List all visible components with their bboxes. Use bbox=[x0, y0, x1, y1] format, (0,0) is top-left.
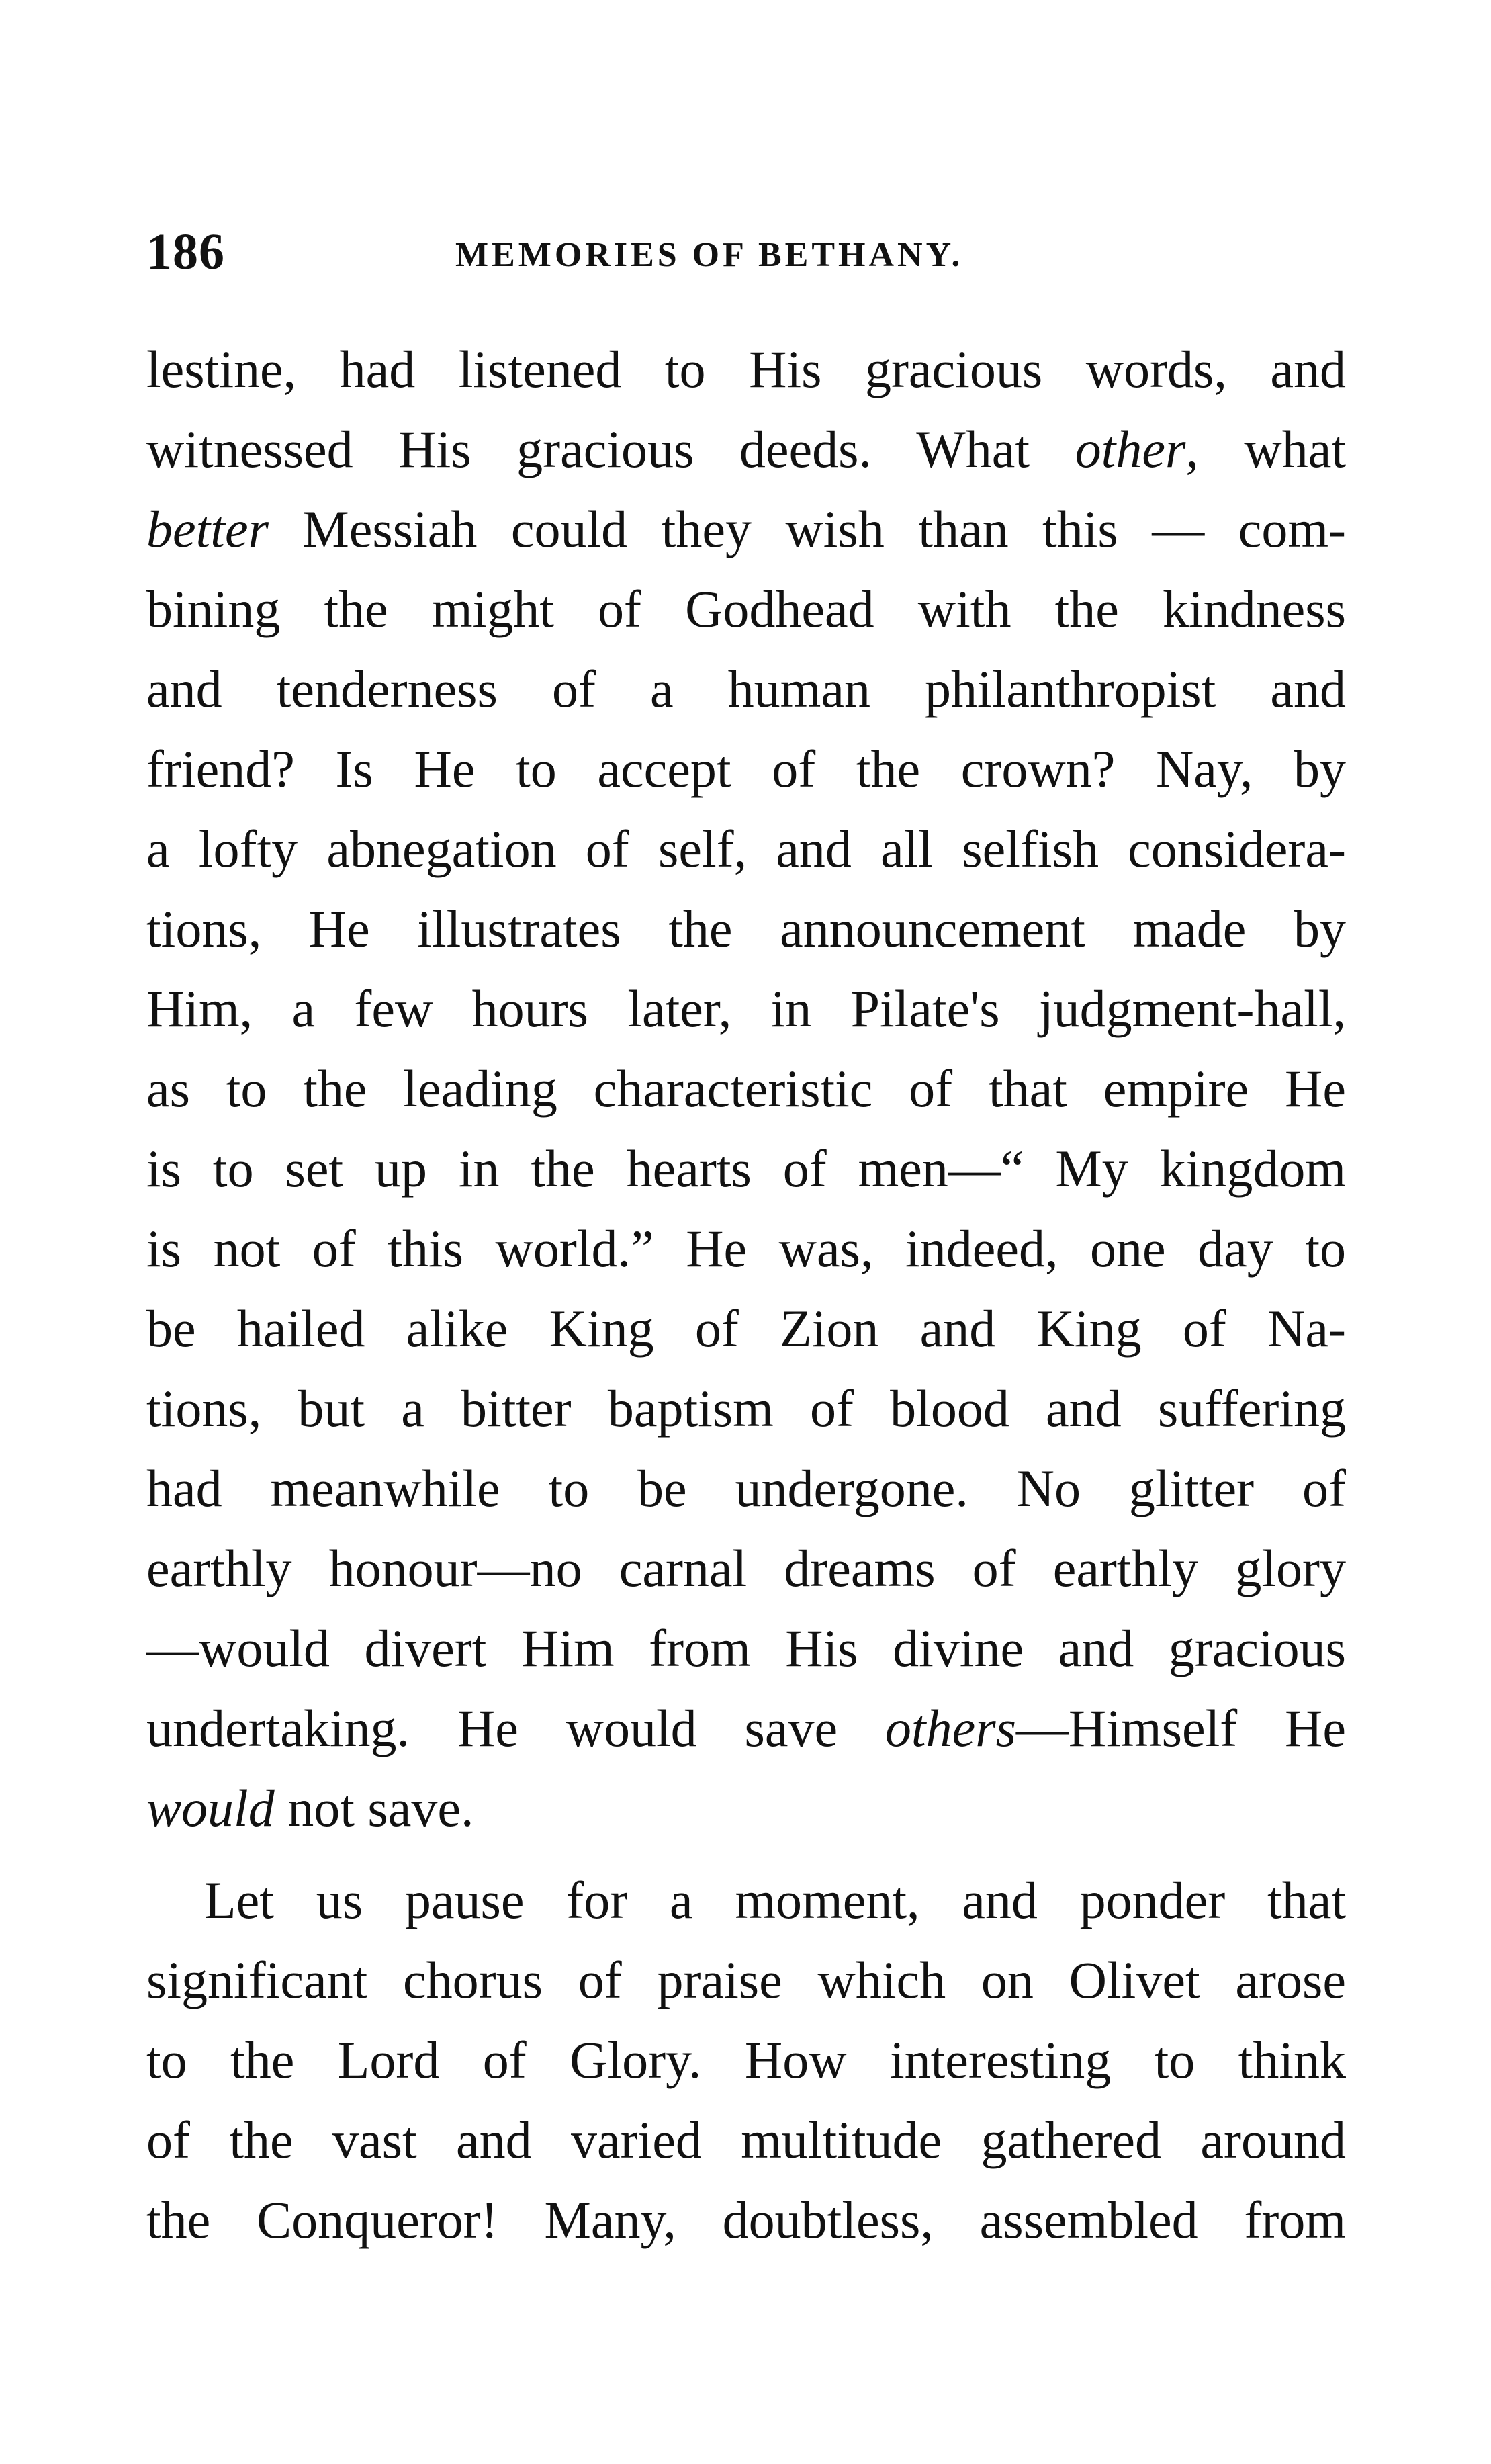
text-line: undertaking. He would save others—Himself He bbox=[146, 1699, 1346, 1757]
text-line: would not save. bbox=[146, 1779, 474, 1837]
text-line: tions, but a bitter baptism of blood and suffering bbox=[146, 1379, 1346, 1438]
paragraph-gap bbox=[146, 1848, 1346, 1860]
text-line: a lofty abnegation of self, and all selfish considera- bbox=[146, 820, 1346, 878]
page-number: 186 bbox=[146, 224, 225, 280]
text-line: witnessed His gracious deeds. What other, what bbox=[146, 420, 1346, 478]
page-header bbox=[146, 222, 1346, 282]
italic-word: other bbox=[1075, 420, 1186, 478]
italic-word: better bbox=[146, 500, 269, 558]
text-line: friend? Is He to accept of the crown? Nay, by bbox=[146, 740, 1346, 798]
text-line: and tenderness of a human philanthropist and bbox=[146, 660, 1346, 718]
text-line: be hailed alike King of Zion and King of Na- bbox=[146, 1299, 1346, 1358]
text-line: tions, He illustrates the announcement made by bbox=[146, 899, 1346, 958]
italic-word: others bbox=[885, 1699, 1016, 1757]
text-line: the Conqueror! Many, doubtless, assembled from bbox=[146, 2191, 1346, 2249]
text-line: —would divert Him from His divine and gracious bbox=[146, 1619, 1346, 1677]
text-line: Him, a few hours later, in Pilate's judgment-hall, bbox=[146, 979, 1346, 1038]
text-line: of the vast and varied multitude gathered around bbox=[146, 2111, 1346, 2169]
paragraph-2 bbox=[146, 1860, 1346, 2260]
text-line: bining the might of Godhead with the kindness bbox=[146, 580, 1346, 638]
text-line: had meanwhile to be undergone. No glitter of bbox=[146, 1459, 1346, 1517]
italic-word: would bbox=[146, 1779, 275, 1837]
text-line: lestine, had listened to His gracious words, and bbox=[146, 340, 1346, 398]
running-head: MEMORIES OF BETHANY. bbox=[455, 236, 964, 274]
paragraph-1 bbox=[146, 329, 1346, 1848]
text-line: Let us pause for a moment, and ponder that bbox=[204, 1871, 1346, 1929]
text-line: significant chorus of praise which on Olivet arose bbox=[146, 1951, 1346, 2009]
body-text bbox=[146, 329, 1346, 2260]
text-line: as to the leading characteristic of that empire He bbox=[146, 1059, 1346, 1118]
text-line: better Messiah could they wish than this — com- bbox=[146, 500, 1346, 558]
text-line: to the Lord of Glory. How interesting to think bbox=[146, 2031, 1346, 2089]
text-line: is not of this world.” He was, indeed, one day to bbox=[146, 1219, 1346, 1278]
text-line: earthly honour—no carnal dreams of earthly glory bbox=[146, 1539, 1346, 1597]
text-line: is to set up in the hearts of men—“ My kingdom bbox=[146, 1139, 1346, 1198]
